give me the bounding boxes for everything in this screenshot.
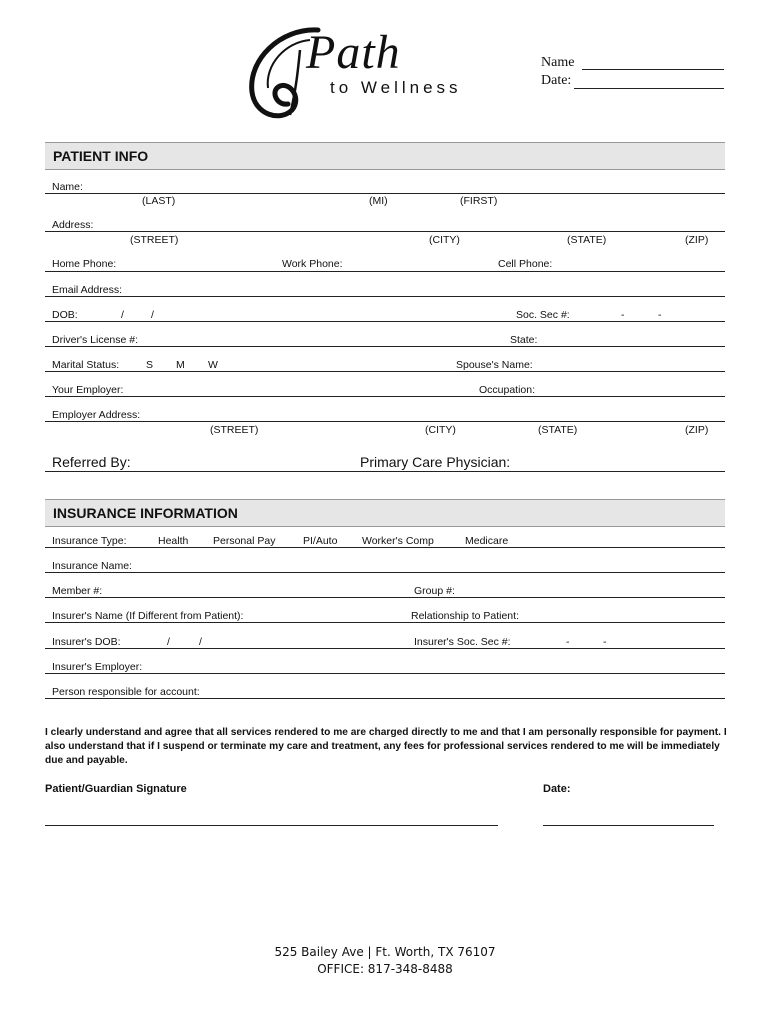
insurer-dob-slash-2: / (199, 636, 202, 648)
spouse-name-label: Spouse's Name: (456, 359, 533, 371)
insurance-name-line[interactable] (45, 572, 725, 573)
logo-sub-text: to Wellness (330, 78, 462, 97)
ssn-label: Soc. Sec #: (516, 309, 570, 321)
marital-option-w[interactable]: W (208, 359, 218, 371)
employer-state-caption: (STATE) (538, 424, 578, 436)
address-label: Address: (52, 219, 94, 231)
footer-address: 525 Bailey Ave | Ft. Worth, TX 76107 (274, 945, 496, 959)
home-phone-label: Home Phone: (52, 258, 117, 270)
employer-address-line[interactable] (45, 421, 725, 422)
drivers-license-label: Driver's License #: (52, 334, 139, 346)
phone-line[interactable] (45, 271, 725, 272)
dob-slash-2: / (151, 309, 154, 321)
employer-line[interactable] (45, 396, 725, 397)
logo (240, 20, 500, 130)
name-first-caption: (FIRST) (460, 195, 498, 207)
responsible-line[interactable] (45, 698, 725, 699)
insurer-name-label: Insurer's Name (If Different from Patient): (52, 610, 244, 622)
employer-address-label: Employer Address: (52, 409, 141, 421)
address-line[interactable] (45, 231, 725, 232)
insurance-type-line[interactable] (45, 547, 725, 548)
patient-info-title: PATIENT INFO (53, 148, 149, 164)
insurance-type-personal-pay[interactable]: Personal Pay (213, 535, 276, 547)
dob-line[interactable] (45, 321, 725, 322)
email-label: Email Address: (52, 284, 123, 296)
signature-date-line[interactable] (543, 825, 714, 826)
name-label: Name: (52, 181, 83, 193)
insurer-ssn-dash-2: - (603, 636, 607, 648)
agreement-text: I clearly understand and agree that all services rendered to me are charged directly to me and that I am personally responsible for payment. I also understand that if I suspend or terminate my care and treatment, any fees for professional services rendered to me will be immediately due and payable. (45, 727, 727, 766)
cell-phone-label: Cell Phone: (498, 258, 553, 270)
insurer-employer-line[interactable] (45, 673, 725, 674)
employer-city-caption: (CITY) (425, 424, 456, 436)
header-name-line[interactable] (582, 69, 724, 70)
insurer-name-line[interactable] (45, 622, 725, 623)
footer-office: OFFICE: 817-348-8488 (317, 962, 453, 976)
insurance-name-label: Insurance Name: (52, 560, 132, 572)
insurance-header (45, 499, 725, 527)
primary-care-label: Primary Care Physician: (360, 454, 511, 470)
email-line[interactable] (45, 296, 725, 297)
marital-option-m[interactable]: M (176, 359, 185, 371)
employer-street-caption: (STREET) (210, 424, 259, 436)
insurer-dob-slash-1: / (167, 636, 170, 648)
dl-state-label: State: (510, 334, 538, 346)
relationship-label: Relationship to Patient: (411, 610, 519, 622)
marital-status-label: Marital Status: (52, 359, 120, 371)
drivers-license-line[interactable] (45, 346, 725, 347)
logo-script-text: Path (306, 26, 401, 79)
insurer-ssn-label: Insurer's Soc. Sec #: (414, 636, 511, 648)
ssn-dash-2: - (658, 309, 662, 321)
marital-option-s[interactable]: S (146, 359, 154, 371)
name-last-caption: (LAST) (142, 195, 176, 207)
insurance-type-pi-auto[interactable]: PI/Auto (303, 535, 338, 547)
member-label: Member #: (52, 585, 103, 597)
name-line[interactable] (45, 193, 725, 194)
work-phone-label: Work Phone: (282, 258, 343, 270)
responsible-label: Person responsible for account: (52, 686, 200, 698)
signature-date-label: Date: (543, 783, 571, 795)
group-label: Group #: (414, 585, 455, 597)
signature-line[interactable] (45, 825, 498, 826)
occupation-label: Occupation: (479, 384, 536, 396)
header-name-label: Name (541, 55, 575, 70)
member-line[interactable] (45, 597, 725, 598)
address-street-caption: (STREET) (130, 234, 179, 246)
dob-label: DOB: (52, 309, 78, 321)
insurer-dob-line[interactable] (45, 648, 725, 649)
dob-slash-1: / (121, 309, 124, 321)
header-date-line[interactable] (574, 88, 724, 89)
address-state-caption: (STATE) (567, 234, 607, 246)
signature-label: Patient/Guardian Signature (45, 783, 187, 795)
referred-line[interactable] (45, 471, 725, 472)
address-zip-caption: (ZIP) (685, 234, 709, 246)
insurance-type-medicare[interactable]: Medicare (465, 535, 509, 547)
name-mi-caption: (MI) (369, 195, 388, 207)
insurance-type-label: Insurance Type: (52, 535, 127, 547)
patient-info-header (45, 142, 725, 170)
insurer-employer-label: Insurer's Employer: (52, 661, 143, 673)
employer-label: Your Employer: (52, 384, 124, 396)
insurance-title: INSURANCE INFORMATION (53, 505, 238, 521)
referred-by-label: Referred By: (52, 454, 131, 470)
insurance-type-health[interactable]: Health (158, 535, 189, 547)
marital-line[interactable] (45, 371, 725, 372)
employer-zip-caption: (ZIP) (685, 424, 709, 436)
insurance-type-workers-comp[interactable]: Worker's Comp (362, 535, 434, 547)
insurer-ssn-dash-1: - (566, 636, 570, 648)
ssn-dash-1: - (621, 309, 625, 321)
header-date-label: Date: (541, 73, 572, 88)
address-city-caption: (CITY) (429, 234, 460, 246)
insurer-dob-label: Insurer's DOB: (52, 636, 121, 648)
